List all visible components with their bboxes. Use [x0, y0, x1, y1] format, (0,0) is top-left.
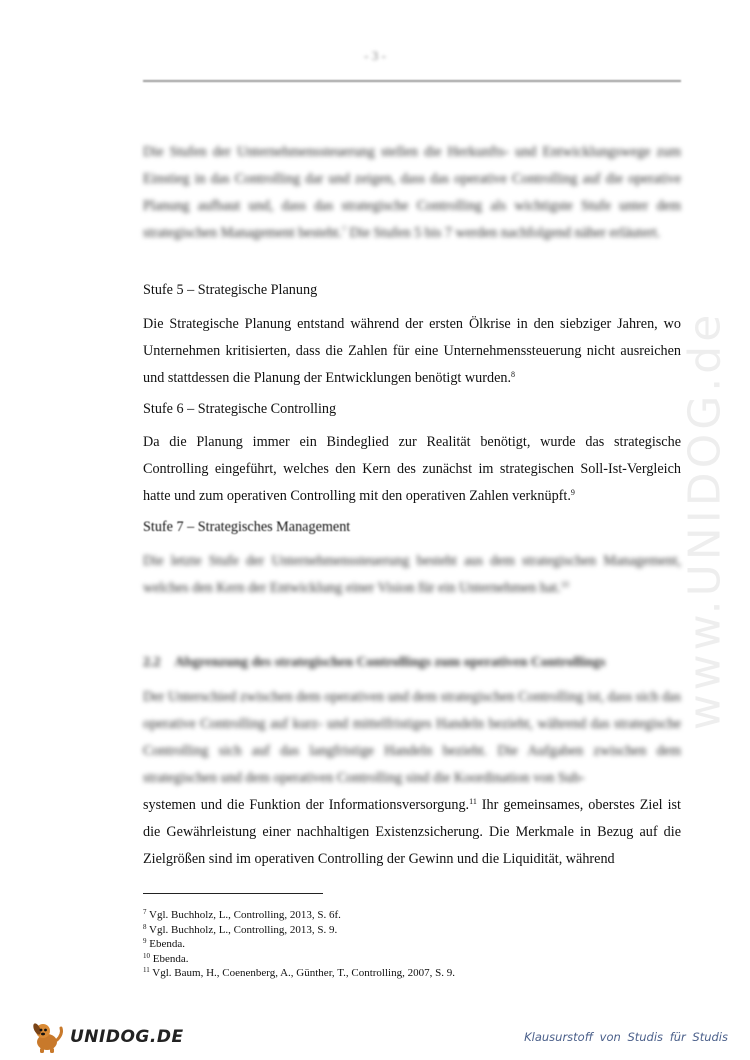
- footnote-ref-9: 9: [570, 488, 575, 497]
- footnote-number: 9: [143, 937, 147, 945]
- stufe5-body: Die Strategische Planung entstand während der ersten Ölkrise in den siebziger Jahren, wo Unternehmen kritisierten, dass die Zahlen für eine Unternehmenssteuerung nicht ausreichen und stattdessen die Planung der Entwicklungen benötigt wurden.: [143, 316, 681, 386]
- intro-text: Die Stufen der Unternehmenssteuerung stellen die Herkunfts- und Entwicklungswege zum Einstieg in das Controlling dar und zeigen, dass das operative Controlling auf die operative Planung aufbaut und, dass das strategische Controlling als wichtigste Stufe unter dem strategischen Management besteht.: [143, 144, 681, 241]
- section-title: Abgrenzung des strategischen Controllings zum operativen Controllings: [174, 655, 606, 670]
- watermark-text: www.UNIDOG.de: [679, 310, 731, 730]
- stufe7-heading-text: Stufe 7 – Strategisches Management: [143, 519, 351, 535]
- footnote-item: [143, 966, 683, 981]
- section-body-visible: [143, 792, 681, 873]
- footnote-text: Vgl. Buchholz, L., Controlling, 2013, S. 9.: [146, 923, 338, 936]
- footnote-text: Ebenda.: [150, 952, 189, 965]
- footnote-rule: [143, 893, 323, 894]
- footnote-ref-11: 11: [469, 797, 477, 806]
- stufe6-heading-text: Stufe 6 – Strategische Controlling: [143, 401, 337, 417]
- stufe5-heading: [143, 277, 681, 304]
- footnote-text: Ebenda.: [146, 938, 185, 950]
- footnote-ref-7: 7: [341, 225, 346, 234]
- stufe5-heading-text: Stufe 5 – Strategische Planung: [143, 282, 318, 298]
- footnote-ref-8: 8: [511, 370, 516, 379]
- section-body-blurred-text: Der Unterschied zwischen dem operativen und dem strategischen Controlling ist, dass sich das operative Controlling auf kurz- und mittelfristiges Handeln bezieht, während das strategische Controlling sich auf das langfristige Handeln bezieht. Die Aufgaben zwischen dem strategischen und dem operativen Controlling sind die Koordination von Sub-: [143, 689, 681, 786]
- footnote-item: [143, 952, 683, 967]
- footnote-number: 7: [143, 908, 147, 916]
- section-number: 2.2: [143, 655, 161, 670]
- stufe7-paragraph: [143, 548, 681, 602]
- footnote-text: Vgl. Baum, H., Coenenberg, A., Günther, T., Controlling, 2007, S. 9.: [149, 967, 455, 979]
- footnote-ref-10: 10: [560, 580, 569, 589]
- intro-text-tail: Die Stufen 5 bis 7 werden nachfolgend näher erläutert.: [345, 225, 661, 241]
- dog-icon: [30, 1020, 66, 1054]
- section-body-blurred: [143, 684, 681, 792]
- footnote-text: Vgl. Buchholz, L., Controlling, 2013, S. 6f.: [146, 909, 341, 921]
- stufe6-body: Da die Planung immer ein Bindeglied zur Realität benötigt, wurde das strategische Controlling eingeführt, welches den Kern des zunächst im strategischen Soll-Ist-Vergleich hatte und zum operativen Controlling mit den operativen Zahlen verknüpft.: [143, 434, 681, 504]
- section-body-visible-2: Ihr gemeinsames, oberstes Ziel ist die Gewährleistung einer nachhaltigen Existenzsicherung. Die Merkmale in Bezug auf die Zielgrößen sind im operativen Controlling der Gewinn und die Liquidität, während: [143, 797, 681, 867]
- unidog-logo[interactable]: [30, 1020, 184, 1054]
- footnote-item: [143, 908, 683, 923]
- intro-paragraph: [143, 139, 681, 247]
- footnote-number: 10: [143, 951, 150, 960]
- stufe7-heading: [143, 514, 681, 541]
- stufe7-body: Die letzte Stufe der Unternehmenssteuerung besteht aus dem strategischen Management, welches den Kern der Entwicklung einer Vision für ein Unternehmen hat.: [143, 553, 681, 596]
- footnote-item: [143, 923, 683, 938]
- section-body-visible-1: systemen und die Funktion der Informationsversorgung.: [143, 797, 470, 813]
- footer-slogan: Klausurstoff von Studis für Studis: [524, 1030, 728, 1044]
- footnote-item: [143, 937, 683, 952]
- stufe6-paragraph: [143, 429, 681, 510]
- footnotes: [143, 908, 683, 981]
- logo-text: UNIDOG.DE: [70, 1027, 184, 1047]
- stufe6-heading: [143, 396, 681, 423]
- section-heading: [143, 649, 681, 676]
- stufe5-paragraph: [143, 311, 681, 392]
- header-rule: [143, 80, 681, 82]
- footnote-number: 11: [143, 966, 150, 974]
- footnote-number: 8: [143, 922, 147, 931]
- page-number: - 3 -: [364, 48, 386, 63]
